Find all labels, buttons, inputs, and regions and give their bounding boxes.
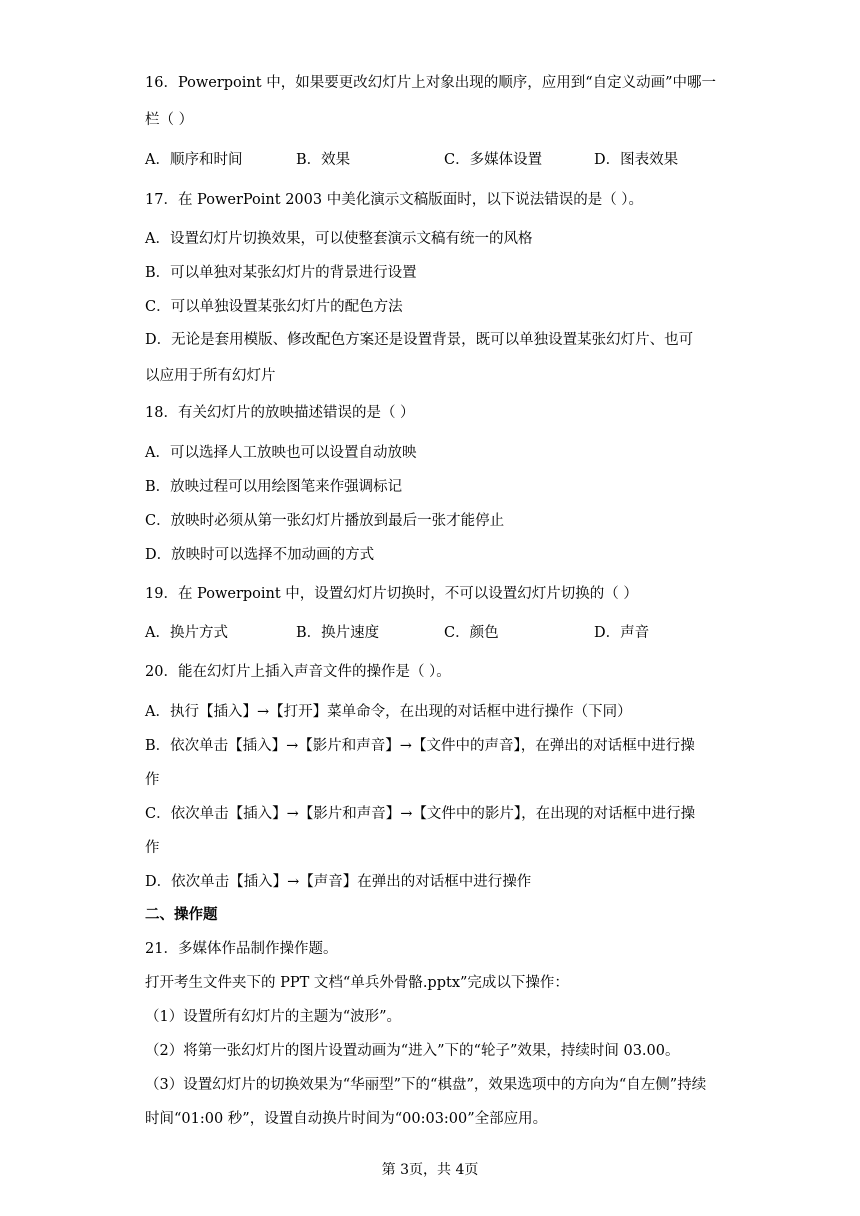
- q20-option-b-line2: 作: [145, 772, 160, 788]
- q18-stem: 18．有关幻灯片的放映描述错误的是（ ）: [145, 405, 415, 421]
- q21-stem: 21．多媒体作品制作操作题。: [145, 941, 338, 957]
- q19-stem: 19．在 Powerpoint 中，设置幻灯片切换时，不可以设置幻灯片切换的（ ）: [145, 586, 638, 602]
- q21-step3-line2: 时间“01:00 秒”，设置自动换片时间为“00:03:00”全部应用。: [145, 1111, 548, 1127]
- section-title-operations: 二、操作题: [145, 907, 218, 923]
- q18-option-d: D．放映时可以选择不加动画的方式: [145, 547, 375, 563]
- q20-option-b-line1: B．依次单击【插入】→【影片和声音】→【文件中的声音】，在弹出的对话框中进行操: [145, 738, 695, 754]
- q18-option-a: A．可以选择人工放映也可以设置自动放映: [145, 445, 417, 461]
- q16-option-d: D．图表效果: [594, 152, 679, 168]
- q16-option-c: C．多媒体设置: [444, 152, 543, 168]
- q16-stem-line1: 16．Powerpoint 中，如果要更改幻灯片上对象出现的顺序，应用到“自定义动画”中哪一: [145, 75, 717, 91]
- q21-step3-line1: （3）设置幻灯片的切换效果为“华丽型”下的“棋盘”，效果选项中的方向为“自左侧”持续: [145, 1077, 707, 1093]
- q21-step2: （2）将第一张幻灯片的图片设置动画为“进入”下的“轮子”效果，持续时间 03.00。: [145, 1043, 680, 1059]
- q18-option-c: C．放映时必须从第一张幻灯片播放到最后一张才能停止: [145, 513, 505, 529]
- q21-intro: 打开考生文件夹下的 PPT 文档“单兵外骨骼.pptx”完成以下操作：: [145, 975, 569, 991]
- q20-option-c-line1: C．依次单击【插入】→【影片和声音】→【文件中的影片】，在出现的对话框中进行操: [145, 806, 696, 822]
- q16-option-a: A．顺序和时间: [145, 152, 243, 168]
- q20-option-d: D．依次单击【插入】→【声音】在弹出的对话框中进行操作: [145, 874, 532, 890]
- q17-option-d-line1: D．无论是套用模版、修改配色方案还是设置背景，既可以单独设置某张幻灯片、也可: [145, 332, 694, 348]
- q19-option-a: A．换片方式: [145, 625, 228, 641]
- q17-option-c: C．可以单独设置某张幻灯片的配色方法: [145, 299, 403, 315]
- q19-option-d: D．声音: [594, 625, 650, 641]
- q20-stem: 20．能在幻灯片上插入声音文件的操作是（ ）。: [145, 664, 451, 680]
- q19-option-c: C．颜色: [444, 625, 499, 641]
- q20-option-a: A．执行【插入】→【打开】菜单命令，在出现的对话框中进行操作（下同）: [145, 704, 632, 720]
- q16-option-b: B．效果: [296, 152, 351, 168]
- q21-step1: （1）设置所有幻灯片的主题为“波形”。: [145, 1009, 402, 1025]
- q18-option-b: B．放映过程可以用绘图笔来作强调标记: [145, 479, 403, 495]
- q16-stem-line2: 栏（ ）: [145, 112, 194, 128]
- q19-option-b: B．换片速度: [296, 625, 380, 641]
- q17-stem: 17．在 PowerPoint 2003 中美化演示文稿版面时，以下说法错误的是（ ）。: [145, 192, 644, 208]
- q17-option-d-line2: 以应用于所有幻灯片: [145, 368, 276, 384]
- q17-option-b: B．可以单独对某张幻灯片的背景进行设置: [145, 265, 417, 281]
- page-footer: 第 3页，共 4页: [381, 1162, 479, 1178]
- q20-option-c-line2: 作: [145, 840, 160, 856]
- q17-option-a: A．设置幻灯片切换效果，可以使整套演示文稿有统一的风格: [145, 231, 533, 247]
